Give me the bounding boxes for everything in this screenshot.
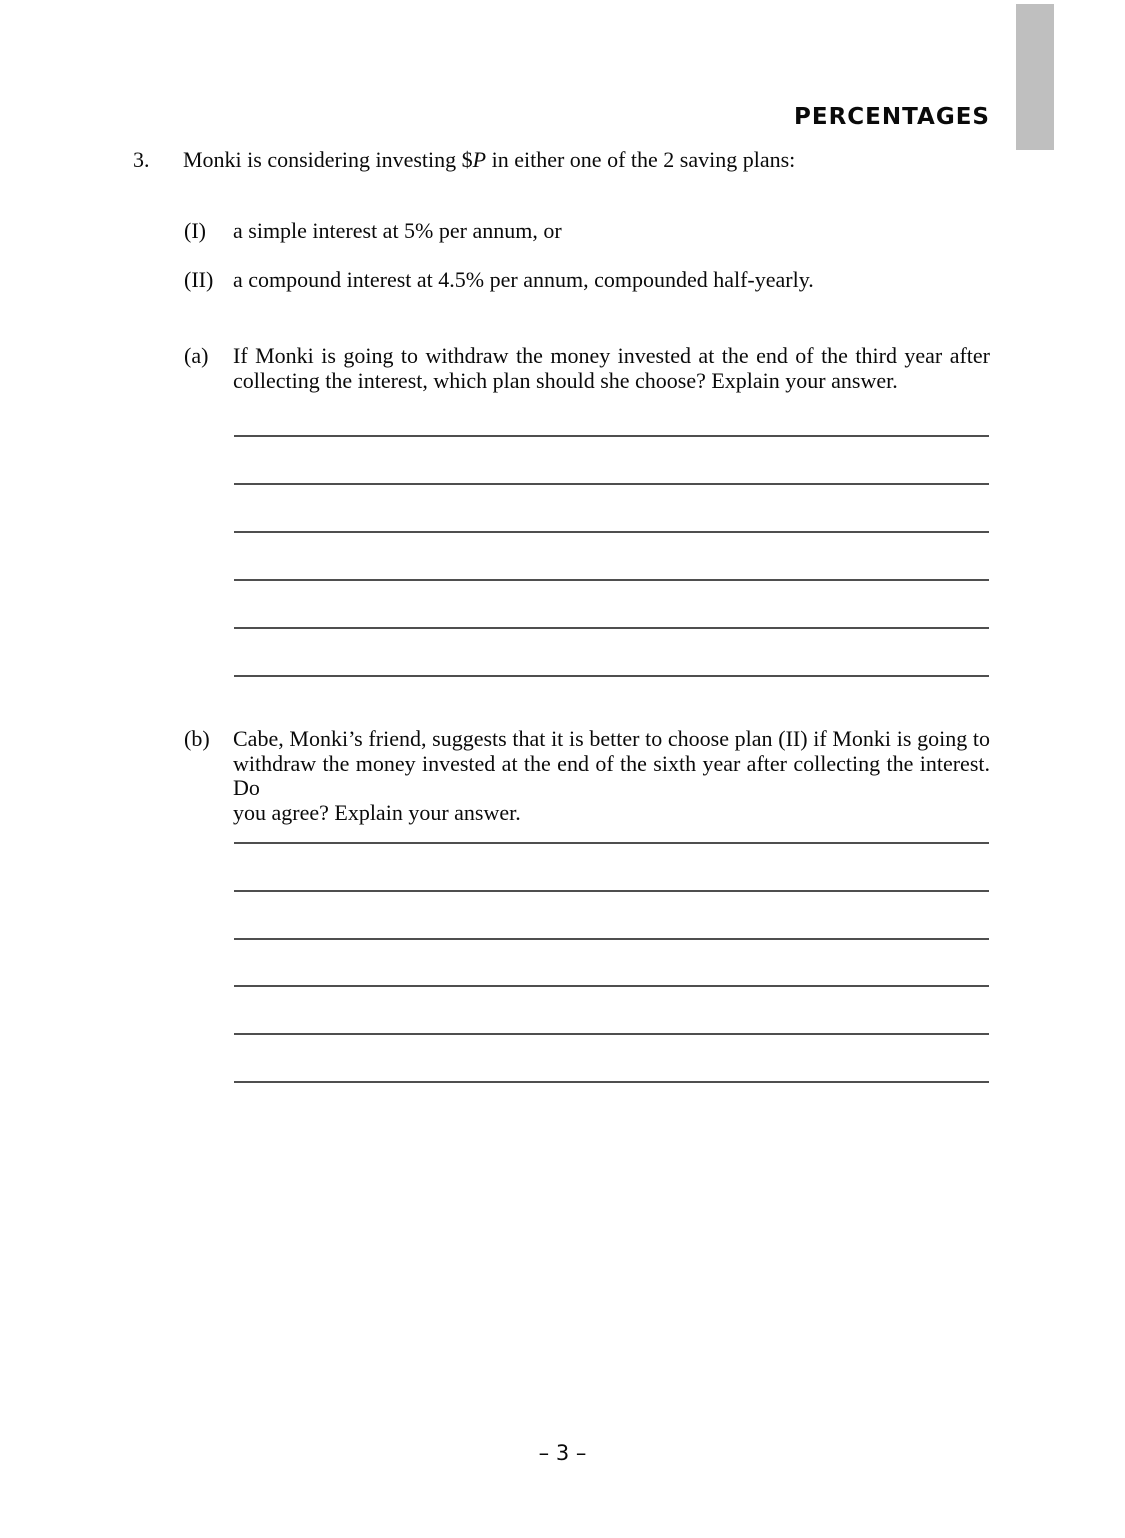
answer-blank-line [234, 1081, 989, 1129]
plan-2-label: (II) [184, 267, 214, 292]
answer-blank-line [234, 985, 989, 1033]
part-b-answer-area [234, 842, 989, 1129]
page-number: – 3 – [538, 1441, 587, 1465]
part-b-question [233, 727, 990, 825]
answer-blank-line [234, 627, 989, 675]
part-b-question-line: Cabe, Monki’s friend, suggests that it is better to choose plan (II) if Monki is going to [233, 726, 990, 751]
chapter-title: PERCENTAGES [794, 104, 990, 130]
answer-blank-line [234, 842, 989, 890]
answer-blank-line [234, 938, 989, 986]
answer-blank-line [234, 435, 989, 483]
question-intro-text-tail: in either one of the 2 saving plans: [486, 147, 796, 172]
answer-blank-line [234, 531, 989, 579]
part-b-label: (b) [184, 726, 210, 751]
answer-blank-line [234, 1033, 989, 1081]
part-a-question [233, 344, 990, 393]
part-b-question-line: you agree? Explain your answer. [233, 799, 521, 825]
question-intro [183, 148, 795, 173]
plan-1-label: (I) [184, 218, 206, 243]
part-a-question-line: If Monki is going to withdraw the money invested at the end of the third year after [233, 343, 990, 368]
question-variable: P [472, 147, 487, 172]
answer-blank-line [234, 483, 989, 531]
answer-blank-line [234, 890, 989, 938]
question-number: 3. [133, 147, 150, 172]
page-corner-tab [1016, 4, 1054, 150]
part-a-answer-area [234, 435, 989, 723]
answer-blank-line [234, 675, 989, 723]
question-intro-text: Monki is considering investing $ [183, 147, 473, 172]
plan-1-text: a simple interest at 5% per annum, or [233, 218, 562, 243]
part-a-label: (a) [184, 343, 209, 368]
part-b-question-line: withdraw the money invested at the end of the sixth year after collecting the interest. Do [233, 750, 990, 800]
answer-blank-line [234, 579, 989, 627]
plan-2-text: a compound interest at 4.5% per annum, compounded half-yearly. [233, 267, 814, 292]
part-a-question-line: collecting the interest, which plan should she choose? Explain your answer. [233, 367, 898, 393]
